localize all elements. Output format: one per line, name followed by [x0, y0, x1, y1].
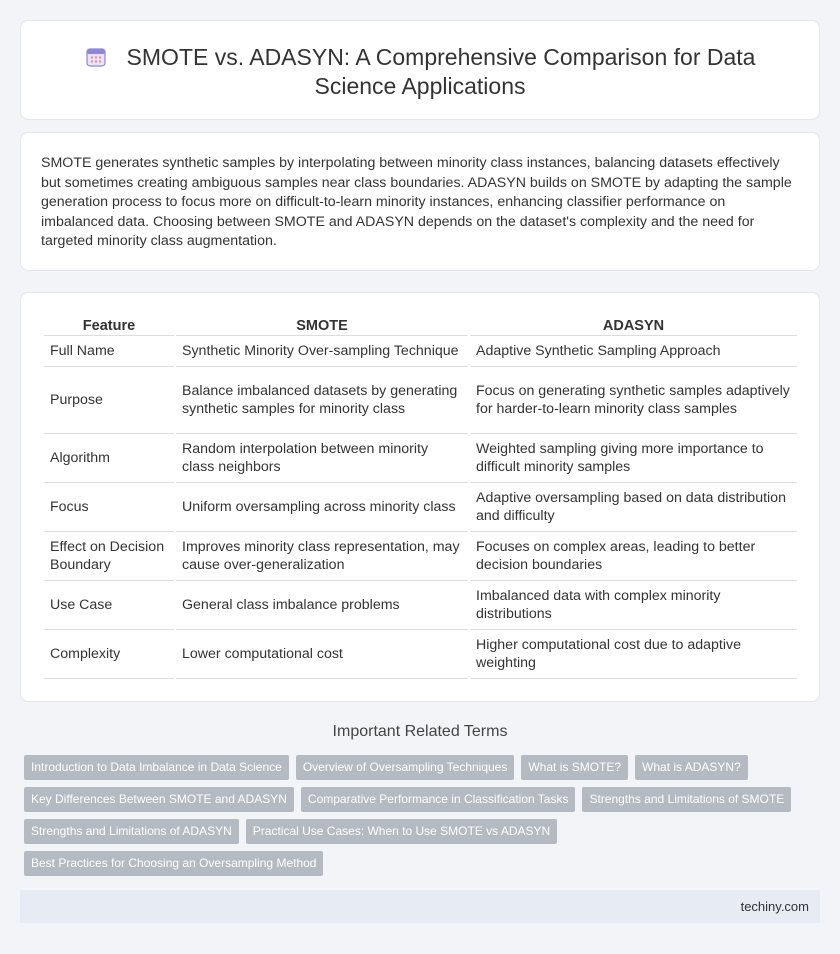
page-title-wrap: [21, 43, 819, 101]
row-adasyn: Adaptive Synthetic Sampling Approach: [470, 336, 797, 367]
row-smote: Synthetic Minority Over-sampling Technique: [176, 336, 468, 367]
row-feature: Focus: [44, 483, 174, 532]
table-row: [44, 367, 797, 434]
related-term-tag[interactable]: Practical Use Cases: When to Use SMOTE vs ADASYN: [246, 819, 557, 844]
related-term-tag[interactable]: What is ADASYN?: [635, 755, 748, 780]
row-smote: Improves minority class representation, may cause over-generalization: [176, 532, 468, 581]
header-card: [20, 20, 820, 120]
related-term-tag[interactable]: Comparative Performance in Classification Tasks: [301, 787, 576, 812]
intro-text: SMOTE generates synthetic samples by interpolating between minority class instances, balancing datasets effectively but sometimes creating ambiguous samples near class boundaries. ADASYN builds on SMOTE by adapting the sample generation process to focus more on difficult-to-learn minority instances, enhancing classifier performance on imbalanced data. Choosing between SMOTE and ADASYN depends on the dataset's complexity and the need for targeted minority class augmentation.: [41, 155, 792, 250]
table-row: [44, 630, 797, 679]
table-row: [44, 336, 797, 367]
related-term-tag[interactable]: Strengths and Limitations of SMOTE: [582, 787, 791, 812]
row-feature: Effect on Decision Boundary: [44, 532, 174, 581]
related-term-tag[interactable]: Strengths and Limitations of ADASYN: [24, 819, 239, 844]
row-smote: Balance imbalanced datasets by generating synthetic samples for minority class: [176, 367, 468, 434]
table-row: [44, 483, 797, 532]
row-adasyn: Focus on generating synthetic samples adaptively for harder-to-learn minority class samples: [470, 367, 797, 434]
header-feature: Feature: [44, 314, 174, 336]
table-row: [44, 532, 797, 581]
row-smote: Uniform oversampling across minority class: [176, 483, 468, 532]
header-smote: SMOTE: [176, 314, 468, 336]
row-feature: Full Name: [44, 336, 174, 367]
related-term-tag[interactable]: Introduction to Data Imbalance in Data Science: [24, 755, 289, 780]
row-adasyn: Focuses on complex areas, leading to better decision boundaries: [470, 532, 797, 581]
row-adasyn: Weighted sampling giving more importance to difficult minority samples: [470, 434, 797, 483]
table-header-row: [44, 314, 797, 336]
related-terms-tags: [24, 755, 804, 883]
comparison-table-card: [20, 292, 820, 702]
comparison-table: [42, 314, 799, 679]
calendar-icon: [85, 46, 107, 68]
row-feature: Algorithm: [44, 434, 174, 483]
page-title: SMOTE vs. ADASYN: A Comprehensive Comparison for Data Science Applications: [126, 44, 756, 99]
table-row: [44, 581, 797, 630]
row-feature: Purpose: [44, 367, 174, 434]
related-term-tag[interactable]: What is SMOTE?: [521, 755, 628, 780]
table-row: [44, 434, 797, 483]
footer-brand[interactable]: techiny.com: [740, 899, 809, 914]
footer: [20, 890, 820, 923]
row-adasyn: Higher computational cost due to adaptive weighting: [470, 630, 797, 679]
row-adasyn: Adaptive oversampling based on data distribution and difficulty: [470, 483, 797, 532]
intro-card: [20, 132, 820, 271]
row-feature: Use Case: [44, 581, 174, 630]
related-term-tag[interactable]: Best Practices for Choosing an Oversampling Method: [24, 851, 323, 876]
related-term-tag[interactable]: Key Differences Between SMOTE and ADASYN: [24, 787, 294, 812]
row-smote: Random interpolation between minority class neighbors: [176, 434, 468, 483]
related-term-tag[interactable]: Overview of Oversampling Techniques: [296, 755, 515, 780]
related-terms-title: Important Related Terms: [332, 723, 508, 740]
row-adasyn: Imbalanced data with complex minority distributions: [470, 581, 797, 630]
row-smote: Lower computational cost: [176, 630, 468, 679]
row-smote: General class imbalance problems: [176, 581, 468, 630]
header-adasyn: ADASYN: [470, 314, 797, 336]
row-feature: Complexity: [44, 630, 174, 679]
